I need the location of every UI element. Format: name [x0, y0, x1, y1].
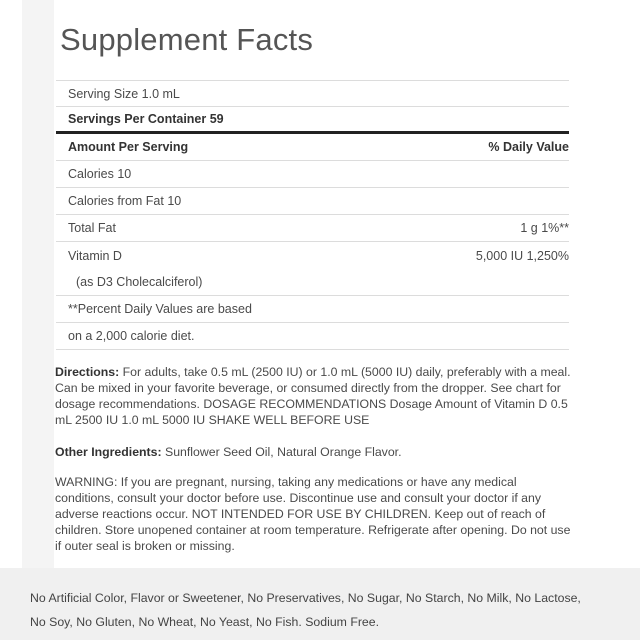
footnote-row	[56, 296, 569, 323]
nutrient-row	[56, 161, 569, 188]
footer-claims	[0, 586, 640, 634]
footnote-row	[56, 323, 569, 350]
nutrient-label: (as D3 Cholecalciferol)	[76, 275, 203, 289]
other-ingredients-section	[55, 444, 575, 460]
warning-text: WARNING: If you are pregnant, nursing, taking any medications or have any medical conditions, consult your doctor before use. Discontinue use and consult your doctor if any adverse reactions occur. NOT INTENDED FOR USE BY CHILDREN. Keep out of reach of children. Store unopened container at room temperature. Refrigerate after opening. Do not use if outer seal is broken or missing.	[55, 475, 571, 553]
daily-value-header: % Daily Value	[488, 140, 569, 154]
serving-size-row	[56, 80, 569, 107]
nutrient-label: Total Fat	[68, 221, 116, 235]
servings-per-container-text: Servings Per Container 59	[68, 112, 224, 126]
nutrient-label: Vitamin D	[68, 248, 122, 263]
directions-text: For adults, take 0.5 mL (2500 IU) or 1.0 mL (5000 IU) daily, preferably with a meal. Can be mixed in your favorite beverage, or consumed directly from the dropper. See chart for dosage recommendations. DOSAGE RECOMMENDATIONS Dosage Amount of Vitamin D 0.5 mL 2500 IU 1.0 mL 5000 IU SHAKE WELL BEFORE USE	[55, 365, 571, 427]
serving-size-text: Serving Size 1.0 mL	[68, 86, 180, 101]
footnote-text: on a 2,000 calorie diet.	[68, 329, 195, 343]
directions-label: Directions:	[55, 365, 120, 379]
footer-line: No Soy, No Gluten, No Wheat, No Yeast, No Fish. Sodium Free.	[30, 615, 380, 629]
page-title: Supplement Facts	[60, 22, 314, 57]
nutrient-row	[56, 242, 569, 269]
servings-per-container-row	[56, 107, 569, 134]
other-ingredients-label: Other Ingredients:	[55, 445, 162, 459]
nutrient-value: 1 g 1%**	[520, 221, 569, 235]
nutrient-row	[56, 188, 569, 215]
footer-line: No Artificial Color, Flavor or Sweetener, No Preservatives, No Sugar, No Starch, No Milk, No Lactose,	[30, 591, 581, 605]
supplement-facts-table	[56, 80, 569, 350]
nutrient-label: Calories 10	[68, 167, 132, 181]
footnote-text: **Percent Daily Values are based	[68, 302, 252, 316]
amount-header-row	[56, 134, 569, 161]
nutrient-label: Calories from Fat 10	[68, 194, 182, 208]
nutrient-value: 5,000 IU 1,250%	[475, 248, 569, 263]
other-ingredients-text: Sunflower Seed Oil, Natural Orange Flavor.	[161, 445, 402, 459]
amount-per-serving-header: Amount Per Serving	[68, 140, 189, 154]
nutrient-row	[56, 215, 569, 242]
directions-section	[55, 364, 575, 428]
nutrient-subrow	[56, 269, 569, 296]
